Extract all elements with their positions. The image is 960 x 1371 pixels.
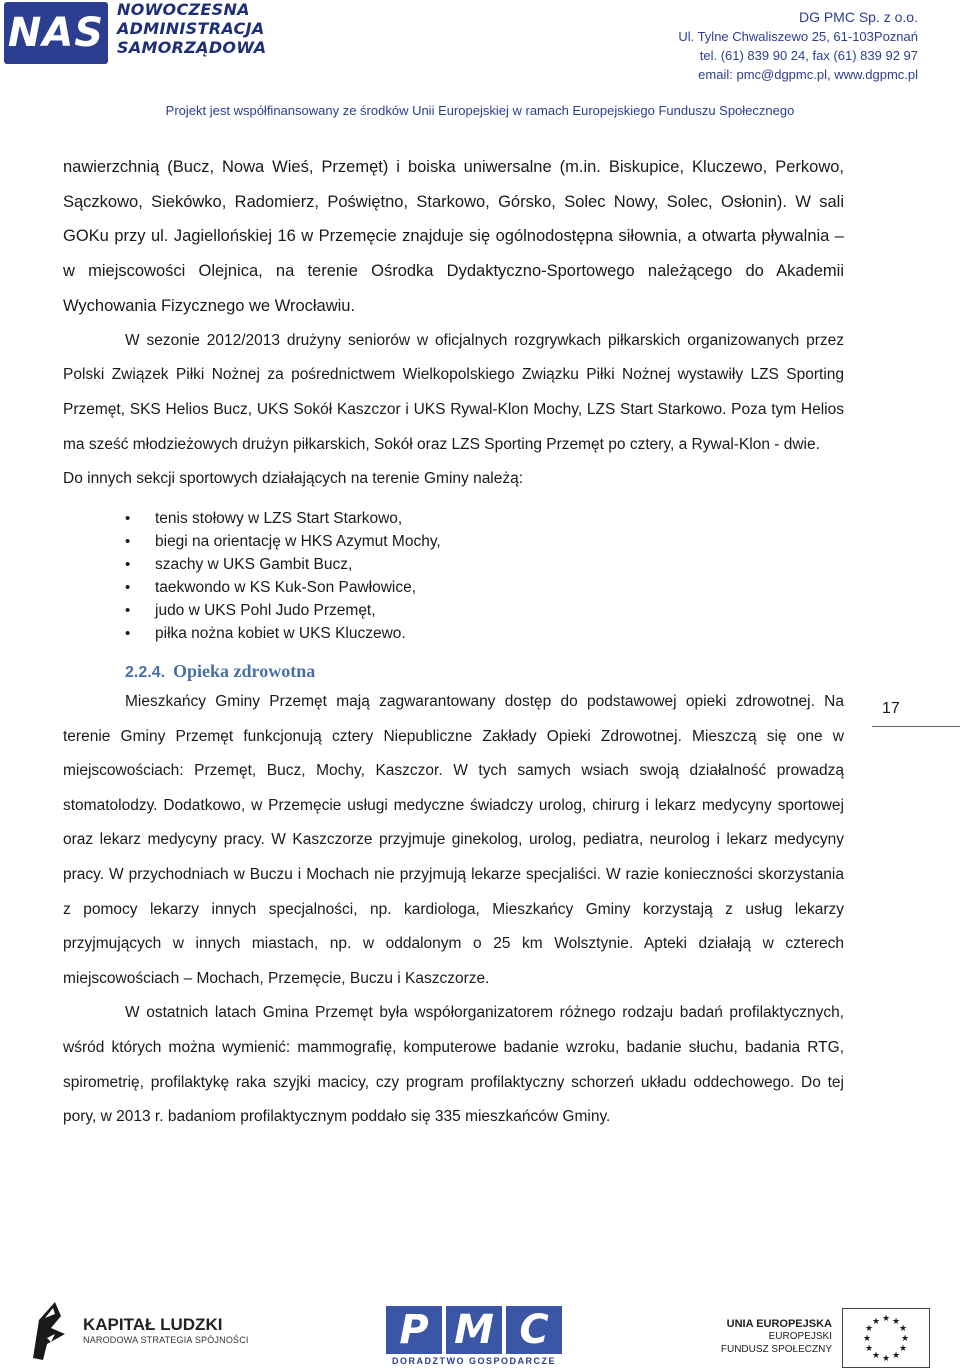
pmc-subtitle: DORADZTWO GOSPODARCZE	[392, 1356, 556, 1366]
logo-word-1: NOWOCZESNA	[117, 0, 250, 19]
nas-logo	[4, 2, 108, 64]
kapital-ludzki-subtitle: NARODOWA STRATEGIA SPÓJNOŚCI	[83, 1335, 249, 1345]
section-heading	[125, 661, 844, 685]
bullet-icon: •	[125, 579, 131, 597]
paragraph-sports-facilities: nawierzchnią (Bucz, Nowa Wieś, Przemęt) i boiska uniwersalne (m.in. Biskupice, Kluczewo, Perkowo, Sączkowo, Siekówko, Radomierz, Poświętno, Starkowo, Górsko, Solec Nowy, Solec, Osłonin). W sali GOKu przy ul. Jagiellońskiej 16 w Przemęcie znajduje się ogólnodostępna siłownia, a otwarta pływalnia – w miejscowości Olejnica, na terenie Ośrodka Dydaktyczno-Sportowego należącego do Akademii Wychowania Fizycznego we Wrocławiu.	[63, 158, 844, 315]
project-funding-line: Projekt jest współfinansowany ze środków Unii Europejskiej w ramach Europejskiego Funduszu Społecznego	[165, 103, 795, 118]
logo-word-2: ADMINISTRACJA	[117, 19, 265, 38]
eu-subtitle-2: FUNDUSZ SPOŁECZNY	[720, 1344, 832, 1355]
svg-text:★: ★	[898, 1344, 908, 1354]
paragraph-healthcare: Mieszkańcy Gminy Przemęt mają zagwarantowany dostęp do podstawowej opieki zdrowotnej. Na terenie Gminy Przemęt funkcjonują cztery Niepubliczne Zakłady Opieki Zdrowotnej. Mieszczą się one w miejscowościach: Przemęt, Bucz, Mochy, Kaszczor. W tych samych wsiach swoją działalność prowadzą stomatolodzy. Dodatkowo, w Przemęcie usługi medyczne świadczy urolog, chirurg i lekarz medycyny sportowej oraz lekarz medycyny pracy. W Kaszczorze przyjmuje ginekolog, urolog, pediatra, neurolog i lekarz medycyny pracy. W przychodniach w Buczu i Mochach nie przyjmują lekarze specjaliści. W razie konieczności skorzystania z pomocy lekarzy innych specjalności, np. kardiologa, Mieszkańcy Gminy korzystają z usług lekarzy przyjmujących w innych miastach, np. w oddalonym o 25 km Wolsztynie. Apteki działają w czterech miejscowościach – Mochach, Przemęcie, Buczu i Kaszczorze.	[63, 693, 844, 987]
eu-subtitle-1: EUROPEJSKI	[768, 1331, 832, 1342]
svg-text:★: ★	[898, 1324, 908, 1334]
logo-word-3: SAMORZĄDOWA	[117, 38, 267, 57]
sports-sections-list	[63, 507, 844, 645]
svg-text:★: ★	[900, 1334, 910, 1344]
list-item: • judo w UKS Pohl Judo Przemęt,	[63, 599, 844, 622]
list-item: • piłka nożna kobiet w UKS Kluczewo.	[63, 622, 844, 645]
svg-text:★: ★	[864, 1344, 874, 1354]
company-contact	[678, 8, 918, 84]
pmc-letter-m: M	[446, 1306, 502, 1354]
company-address: Ul. Tylne Chwaliszewo 25, 61-103Poznań	[678, 29, 918, 44]
pmc-letter-p: P	[386, 1306, 442, 1354]
pmc-logo	[386, 1306, 562, 1368]
page-header	[0, 0, 960, 128]
paragraph-prevention: W ostatnich latach Gmina Przemęt była współorganizatorem różnego rodzaju badań profilaktycznych, wśród których można wymienić: mammografię, komputerowe badanie wzroku, badanie słuchu, badania RTG, spirometrię, profilaktykę raka szyjki macicy, czy program profilaktyczny schorzeń układu oddechowego. Do tej pory, w 2013 r. badaniom profilaktycznym poddało się 335 mieszkańców Gminy.	[63, 1004, 844, 1126]
nas-logo-text: NAS	[7, 10, 105, 56]
company-phone: tel. (61) 839 90 24, fax (61) 839 92 97	[699, 48, 918, 63]
bullet-icon: •	[125, 556, 131, 574]
bullet-icon: •	[125, 602, 131, 620]
eu-title: UNIA EUROPEJSKA	[726, 1318, 832, 1330]
list-item: • tenis stołowy w LZS Start Starkowo,	[63, 507, 844, 530]
list-item: • szachy w UKS Gambit Bucz,	[63, 553, 844, 576]
svg-text:★: ★	[891, 1317, 901, 1327]
company-email: email: pmc@dgpmc.pl, www.dgpmc.pl	[698, 67, 918, 82]
pmc-letter-c: C	[506, 1306, 562, 1354]
eu-fund-text	[718, 1318, 832, 1356]
kapital-ludzki-logo	[83, 1315, 249, 1345]
bullet-icon: •	[125, 510, 131, 528]
company-name: DG PMC Sp. z o.o.	[798, 9, 918, 25]
bullet-icon: •	[125, 625, 131, 643]
section-title: Opieka zdrowotna	[173, 661, 316, 682]
pmc-letters	[386, 1306, 562, 1354]
paragraph-other-sections: Do innych sekcji sportowych działających na terenie Gminy należą:	[63, 470, 524, 488]
svg-text:★: ★	[881, 1354, 891, 1364]
list-item: • taekwondo w KS Kuk-Son Pawłowice,	[63, 576, 844, 599]
paragraph-football-teams: W sezonie 2012/2013 drużyny seniorów w oficjalnych rozgrywkach piłkarskich organizowanych przez Polski Związek Piłki Nożnej za pośrednictwem Wielkopolskiego Związku Piłki Nożnej wystawiły LZS Sporting Przemęt, SKS Helios Bucz, UKS Sokół Kaszczor i UKS Rywal-Klon Mochy, LZS Start Starkowo. Poza tym Helios ma sześć młodzieżowych drużyn piłkarskich, Sokół oraz LZS Sporting Przemęt po cztery, a Rywal-Klon - dwie.	[63, 331, 844, 453]
page-footer	[0, 1290, 960, 1371]
svg-text:★: ★	[871, 1351, 881, 1361]
document-body	[63, 150, 844, 1135]
list-item: • biegi na orientację w HKS Azymut Mochy,	[63, 530, 844, 553]
svg-text:★: ★	[871, 1317, 881, 1327]
kapital-ludzki-emblem-icon	[25, 1298, 69, 1362]
kapital-ludzki-title: KAPITAŁ LUDZKI	[83, 1315, 223, 1334]
svg-text:★: ★	[862, 1334, 872, 1344]
eu-flag-icon	[842, 1308, 930, 1368]
page-number: 17	[872, 700, 960, 727]
svg-text:★: ★	[891, 1351, 901, 1361]
svg-text:★: ★	[881, 1314, 891, 1324]
svg-text:★: ★	[864, 1324, 874, 1334]
bullet-icon: •	[125, 533, 131, 551]
nas-logo-words	[117, 0, 317, 57]
section-number: 2.2.4.	[125, 664, 166, 682]
